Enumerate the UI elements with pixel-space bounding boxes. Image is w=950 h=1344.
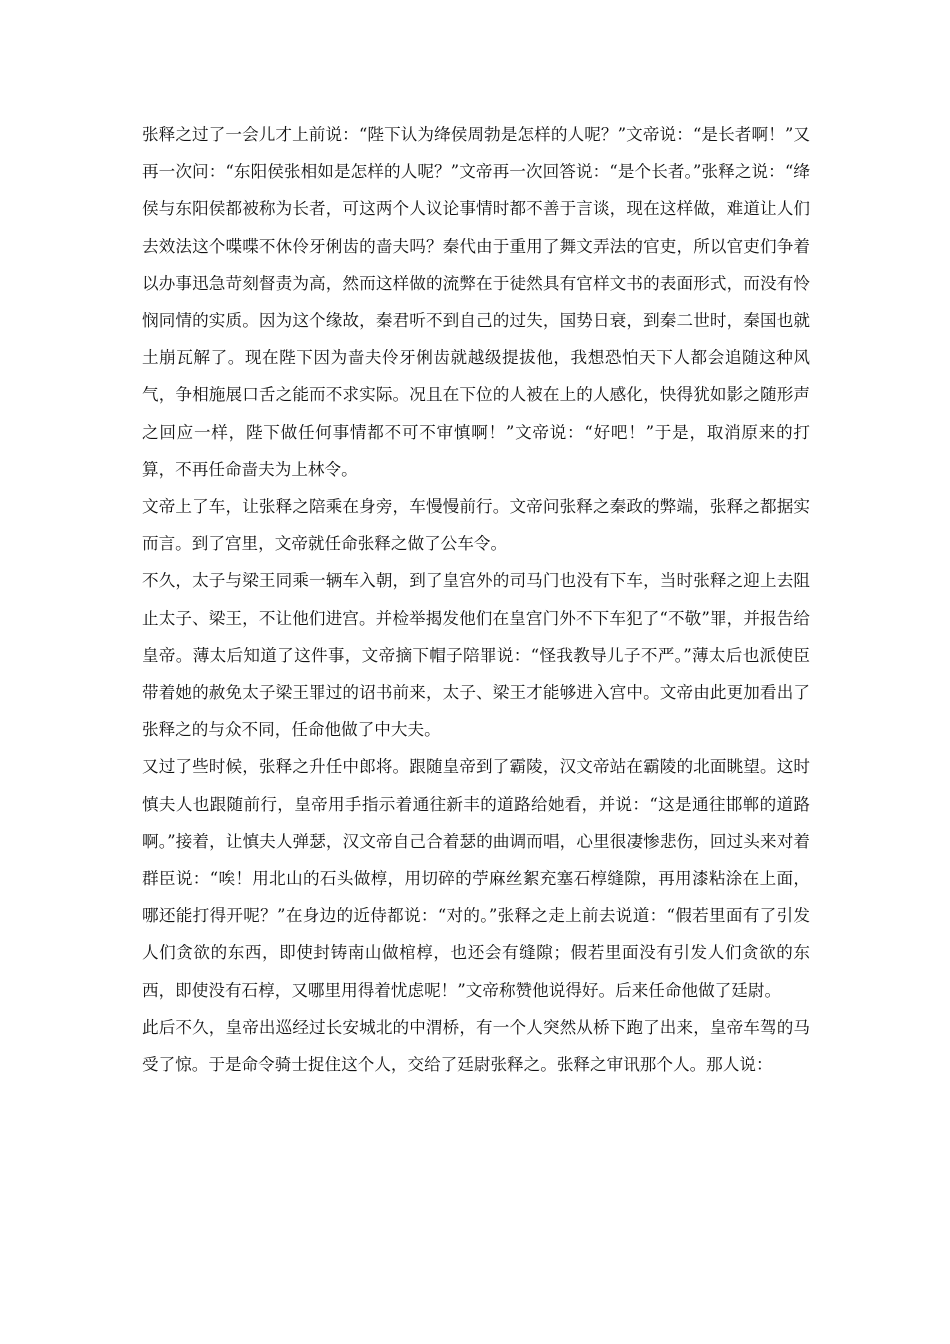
paragraph-baling: 又过了些时候，张释之升任中郎将。跟随皇帝到了霸陵，汉文帝站在霸陵的北面眺望。这时慎夫人也跟随前行，皇帝用手指示着通往新丰的道路给她看，并说：“这是通往邯郸的道路啊。”接着，让慎夫人弹瑟，汉文帝自己合着瑟的曲调而唱，心里很凄惨悲伤，回过头来对着群臣说：“唉！用北山的石头做椁，用切碎的苧麻丝絮充塞石椁缝隙，再用漆粘涂在上面，哪还能打得开呢？”在身边的近侍都说：“对的。”张释之走上前去说道：“假若里面有了引发人们贪欲的东西，即使封铸南山做棺椁，也还会有缝隙；假若里面没有引发人们贪欲的东西，即使没有石椁，又哪里用得着忧虑呢！”文帝称赞他说得好。后来任命他做了廷尉。 xyxy=(142,757,810,1000)
paragraph-zhongwei-bridge: 此后不久，皇帝出巡经过长安城北的中渭桥，有一个人突然从桥下跑了出来，皇帝车驾的马受了惊。于是命令骑士捉住这个人，交给了廷尉张释之。张释之审讯那个人。那人说： xyxy=(142,1017,810,1075)
paragraph-sima-gate: 不久，太子与梁王同乘一辆车入朝，到了皇宫外的司马门也没有下车，当时张释之迎上去阻止太子、梁王，不让他们进宫。并检举揭发他们在皇宫门外不下车犯了“不敬”罪，并报告给皇帝。薄太后知道了这件事，文帝摘下帽子陪罪说：“怪我教导儿子不严。”薄太后也派使臣带着她的赦免太子梁王罪过的诏书前来，太子、梁王才能够进入宫中。文帝由此更加看出了张释之的与众不同，任命他做了中大夫。 xyxy=(142,571,810,740)
document-body xyxy=(142,116,810,1083)
paragraph-gongche-ling: 文帝上了车，让张释之陪乘在身旁，车慢慢前行。文帝问张释之秦政的弊端，张释之都据实而言。到了宫里，文帝就任命张释之做了公车令。 xyxy=(142,497,810,554)
paragraph-zhang-shizhi-advice: 张释之过了一会儿才上前说：“陛下认为绛侯周勃是怎样的人呢？”文帝说：“是长者啊！”又再一次问：“东阳侯张相如是怎样的人呢？”文帝再一次回答说：“是个长者。”张释之说：“绛侯与东阳侯都被称为长者，可这两个人议论事情时都不善于言谈，现在这样做，难道让人们去效法这个喋喋不休伶牙俐齿的啬夫吗？秦代由于重用了舞文弄法的官吏，所以官吏们争着以办事迅急苛刻督责为高，然而这样做的流弊在于徒然具有官样文书的表面形式，而没有怜悯同情的实质。因为这个缘故，秦君听不到自己的过失，国势日衰，到秦二世时，秦国也就土崩瓦解了。现在陛下因为啬夫伶牙俐齿就越级提拔他，我想恐怕天下人都会追随这种风气，争相施展口舌之能而不求实际。况且在下位的人被在上的人感化，快得犹如影之随形声之回应一样，陛下做任何事情都不可不审慎啊！”文帝说：“好吧！”于是，取消原来的打算，不再任命啬夫为上林令。 xyxy=(142,125,810,479)
